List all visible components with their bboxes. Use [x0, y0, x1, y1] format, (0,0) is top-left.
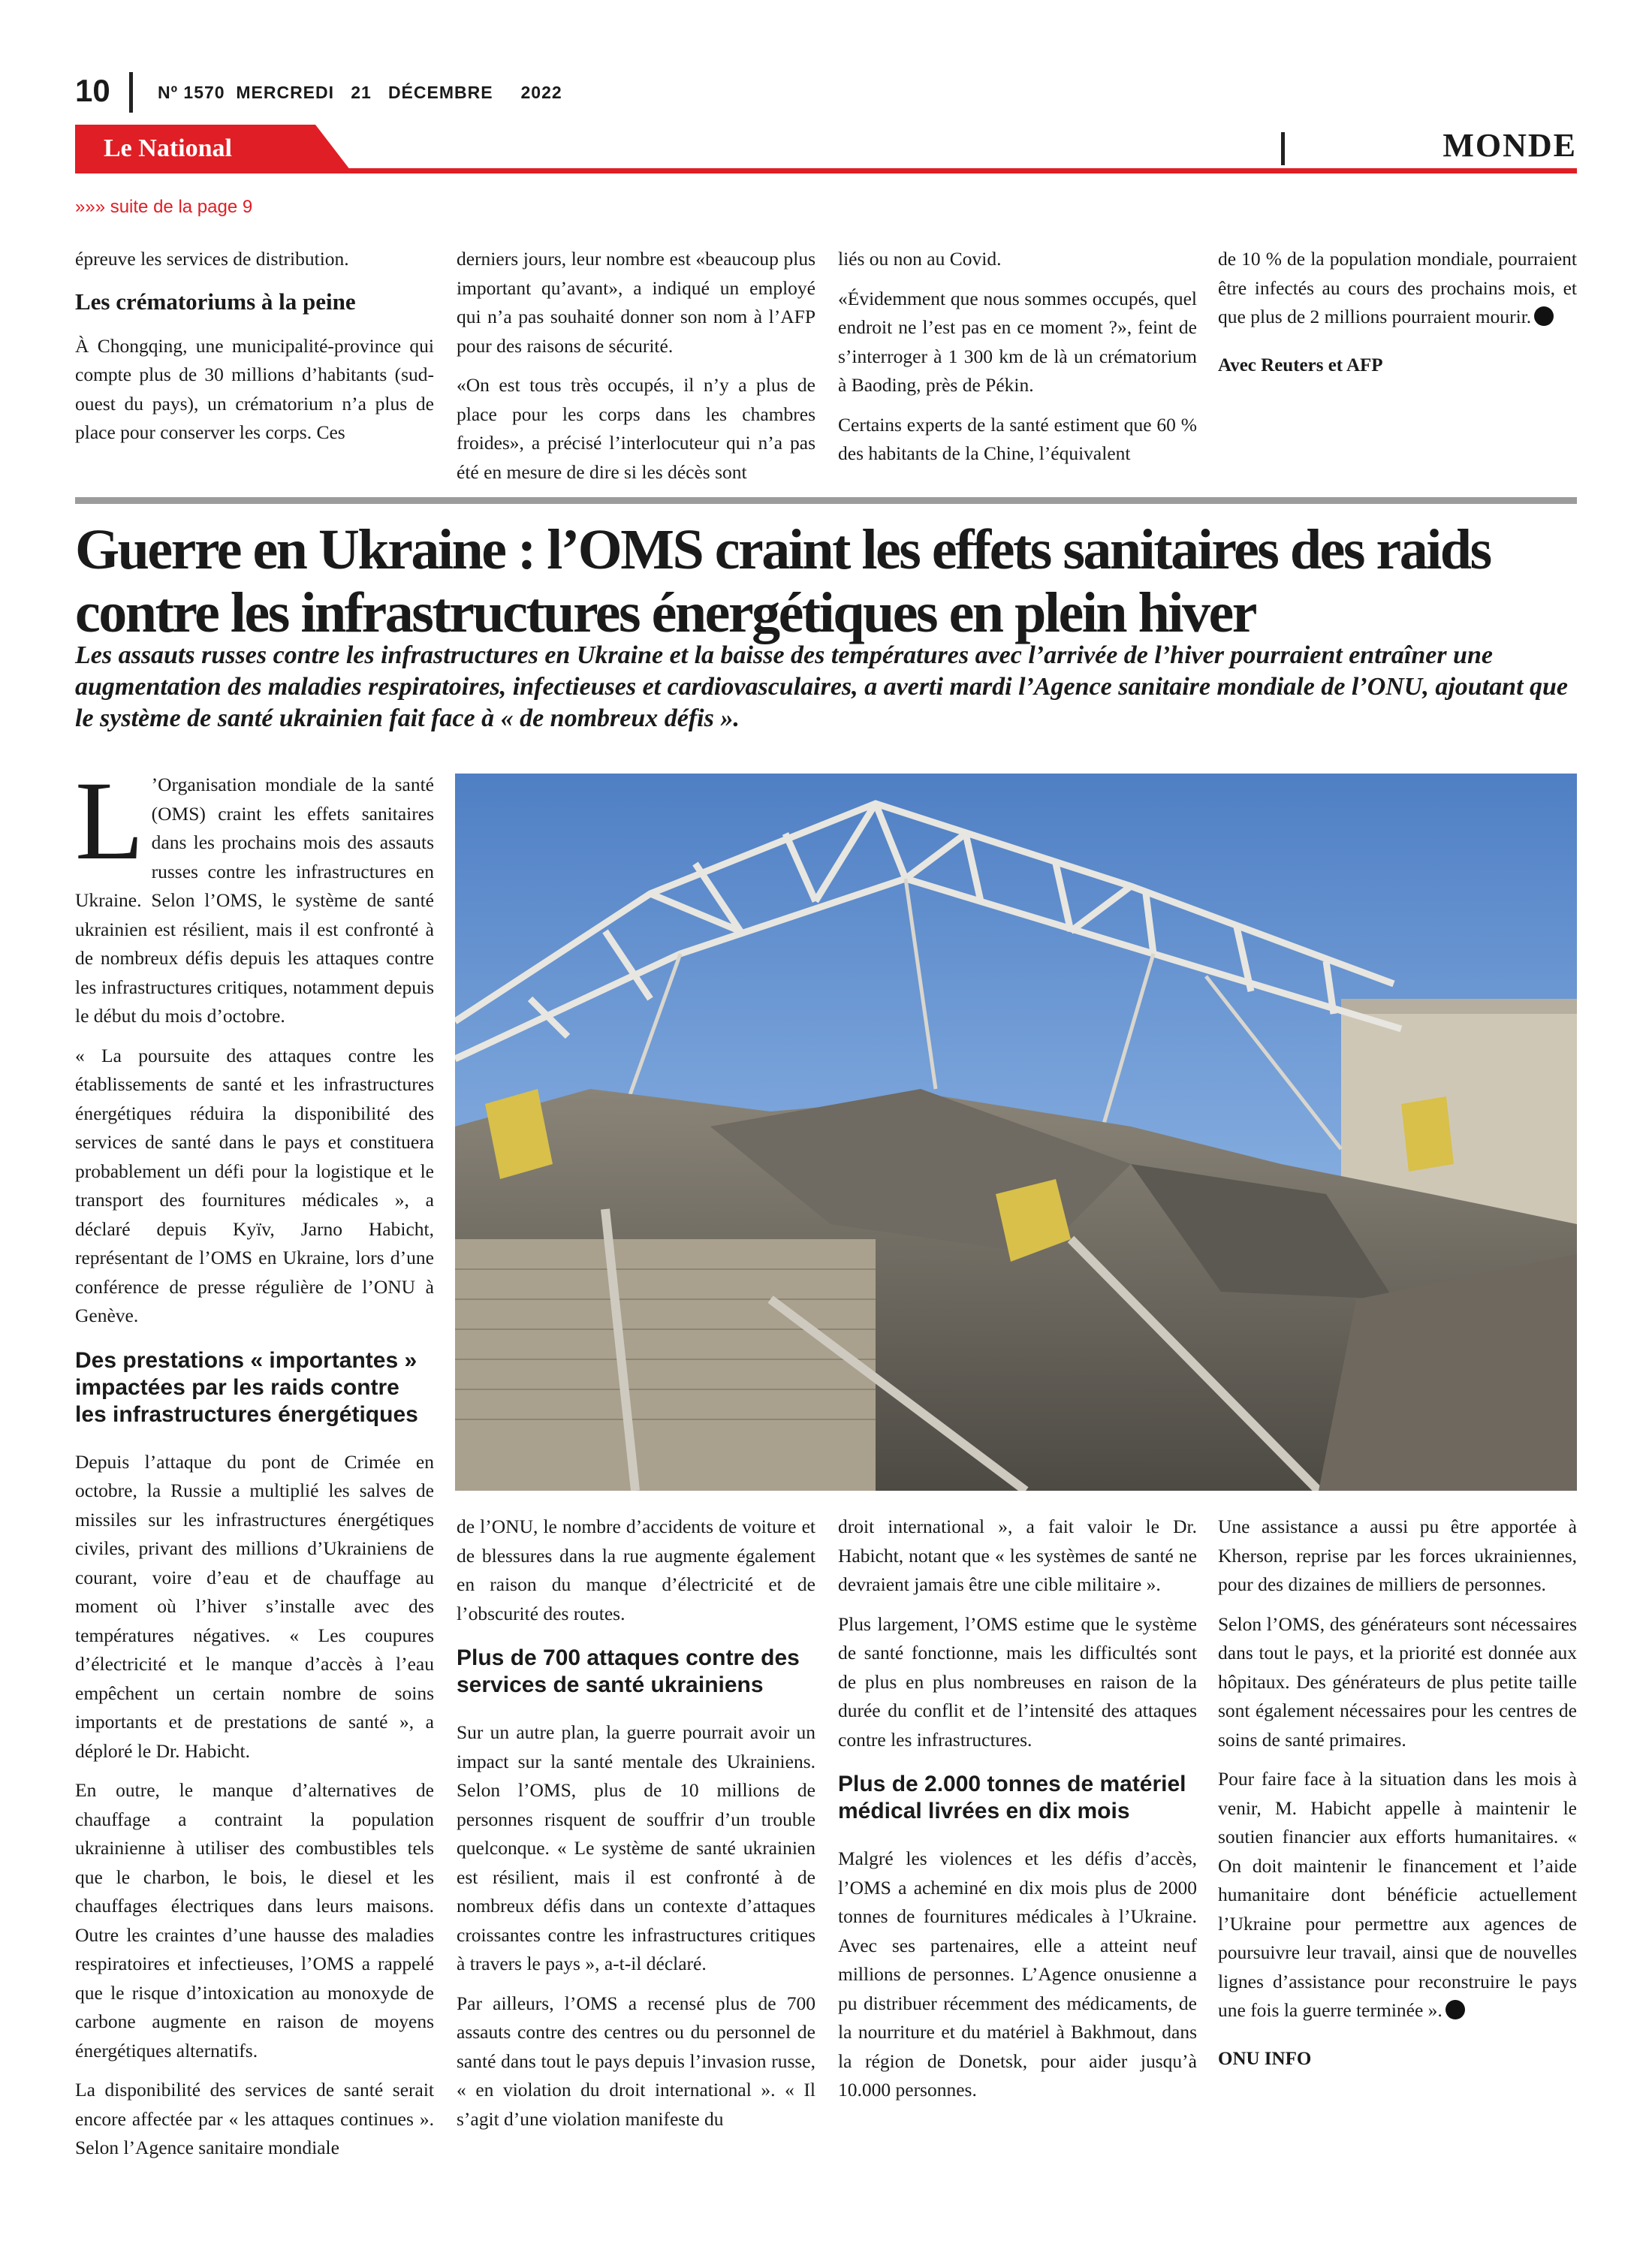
paragraph: droit international », a fait valoir le Dr. Habicht, notant que « les systèmes de santé ne devraient jamais être une cible militaire ».	[838, 1516, 1197, 1595]
paragraph: de 10 % de la population mondiale, pourraient être infectés au cours des prochains mois, et que plus de 2 millions pourraient mourir.	[1218, 248, 1577, 327]
paragraph: L ’Organisation mondiale de la santé (OMS) craint les effets sanitaires dans les prochains mois des assauts russes contre les infrastructures en Ukraine. Selon l’OMS, le système de santé ukrainien est résilient, mais il est confronté à de nombreux défis depuis les attaques contre les infrastructures critiques, notamment depuis le début du mois d’octobre.	[75, 759, 434, 1027]
paragraph: épreuve les services de distribution.	[75, 248, 349, 270]
paragraph: Depuis l’attaque du pont de Crimée en octobre, la Russie a multiplié les salves de missiles sur les infrastructures énergétiques civiles, privant des millions d’Ukrainiens de courant, voire d’eau et de chauffage au moment où l’hiver s’installe avec des températures négatives. « Les coupures d’électricité et le manque d’accès à l’eau empêchent un certain nombre de soins importants et de prestations de santé », a déploré le Dr. Habicht.	[75, 1450, 434, 1762]
article-credit: ONU INFO	[1218, 2048, 1312, 2069]
subheading: Plus de 700 attaques contre des services de santé ukrainiens	[457, 1645, 800, 1697]
article-column-1	[75, 759, 434, 2173]
article-lede: Les assauts russes contre les infrastructures en Ukraine et la baisse des températures avec l’arrivée de l’hiver pourraient entraîner une augmentation des maladies respiratoires, infectieuses et cardiovasculaires, a averti mardi l’Agence sanitaire mondiale de l’ONU, ajoutant que le système de santé ukrainien fait face à « de nombreux défis ».	[75, 641, 1569, 732]
paragraph: «On est tous très occupés, il n’y a plus de place pour les corps dans les chambres froides», a précisé l’interlocuteur qui n’a pas été en mesure de dire si les décès sont	[457, 374, 815, 483]
paragraph: derniers jours, leur nombre est «beaucoup plus important qu’avant», a indiqué un employé qui n’a pas souhaité donner son nom à l’AFP pour des raisons de sécurité.	[457, 248, 815, 357]
top-column-1	[75, 245, 434, 458]
paragraph: Selon l’OMS, des générateurs sont nécessaires dans tout le pays, et la priorité est donnée aux hôpitaux. Des générateurs de plus petite taille sont également nécessaires pour les centres de soins de santé primaires.	[1218, 1612, 1577, 1751]
paragraph: La disponibilité des services de santé serait encore affectée par « les attaques continues ». Selon l’Agence sanitaire mondiale	[75, 2079, 434, 2158]
top-column-3	[838, 245, 1197, 479]
subheading: Plus de 2.000 tonnes de matériel médical livrées en dix mois	[838, 1772, 1186, 1823]
section-label: MONDE	[1442, 127, 1577, 164]
paragraph: À Chongqing, une municipalité-province qui compte plus de 30 millions d’habitants (sud-ouest du pays), un crématorium n’a plus de place pour conserver les corps. Ces	[75, 334, 434, 443]
article-column-4	[1218, 1513, 1577, 2074]
paragraph: Malgré les violences et les défis d’accès, l’OMS a acheminé en dix mois plus de 2000 tonnes de fournitures médicales à l’Ukraine. Avec ses partenaires, elle a atteint neuf millions de personnes. L’Agence onusienne a pu distribuer récemment des médicaments, de la nourriture et du matériel à Bakhmout, dans la région de Donetsk, pour aider jusqu’à 10.000 personnes.	[838, 1847, 1197, 2101]
subheading: Les crématoriums à la peine	[75, 288, 356, 315]
page-number: 10	[75, 73, 110, 108]
issue-date-line: Nº 1570 MERCREDI 21 DÉCEMBRE 2022	[158, 83, 562, 102]
page-number-divider	[129, 72, 133, 113]
article-photo	[455, 774, 1577, 1491]
article-column-2	[457, 1513, 815, 2144]
paragraph: Certains experts de la santé estiment que 60 % des habitants de la Chine, l’équivalent	[838, 413, 1197, 464]
paragraph: liés ou non au Covid.	[838, 248, 1002, 270]
top-column-4	[1218, 245, 1577, 380]
article-headline: Guerre en Ukraine : l’OMS craint les effets sanitaires des raids contre les infrastructures énergétiques en plein hiver	[75, 518, 1491, 644]
paragraph: Pour faire face à la situation dans les mois à venir, M. Habicht appelle à maintenir le soutien financier aux efforts humanitaires. « On doit maintenir le financement et l’aide humanitaire dont bénéficie actuellement l’Ukraine pour permettre aux agences de poursuivre leur travail, ainsi que de nouvelles lignes d’assistance pour reconstruire le pays une fois la guerre terminée ».	[1218, 1768, 1577, 2021]
article-column-3	[838, 1513, 1197, 2116]
top-column-2	[457, 245, 815, 497]
paragraph: «Évidemment que nous sommes occupés, quel endroit ne l’est pas en ce moment ?», feint de s’interroger à 1 300 km de là un crématorium à Baoding, près de Pékin.	[838, 287, 1197, 396]
paragraph: Sur un autre plan, la guerre pourrait avoir un impact sur la santé mentale des Ukrainiens. Selon l’OMS, plus de 10 millions de personnes risquent de souffrir d’un trouble quelconque. « Le système de santé ukrainien est résilient, mais il est confronté à de nombreux défis dans un contexte d’attaques croissantes contre les infrastructures critiques à travers le pays », a-t-il déclaré.	[457, 1721, 815, 1974]
paragraph: En outre, le manque d’alternatives de chauffage a contraint la population ukrainienne à utiliser des combustibles tels que le charbon, le bois, le diesel et les chauffages électriques dans leurs maisons. Outre les craintes d’une hausse des maladies respiratoires et infectieuses, l’OMS a rappelé que le risque d’intoxication au monoxyde de carbone augmente en raison de moyens énergétiques alternatifs.	[75, 1779, 434, 2061]
subheading: Des prestations « importantes » impactées par les raids contre les infrastructures énergétiques	[75, 1347, 418, 1427]
paragraph: « La poursuite des attaques contre les établissements de santé et les infrastructures énergétiques réduira la disponibilité des services de santé dans le pays et constituera probablement un défi pour la logistique et le transport des fournitures médicales », a déclaré depuis Kyïv, Jarno Habicht, représentant de l’OMS en Ukraine, lors d’une conférence de presse régulière de l’ONU à Genève.	[75, 1044, 434, 1326]
article-separator-rule	[75, 497, 1577, 504]
header-red-rule	[75, 168, 1577, 173]
section-divider	[1281, 132, 1285, 165]
paragraph: Plus largement, l’OMS estime que le système de santé fonctionne, mais les difficultés sont de plus en plus nombreuses en raison de la durée du conflit et de l’intensité des attaques contre les infrastructures.	[838, 1612, 1197, 1751]
paragraph: Par ailleurs, l’OMS a recensé plus de 700 assauts contre des centres ou du personnel de santé dans tout le pays depuis l’invasion russe, « en violation du droit international ». « Il s’agit d’une violation manifeste du	[457, 1992, 815, 2130]
article-credit: Avec Reuters et AFP	[1218, 354, 1383, 376]
paragraph: de l’ONU, le nombre d’accidents de voiture et de blessures dans la rue augmente également en raison du manque d’électricité et de l’obscurité des routes.	[457, 1516, 815, 1624]
drop-cap: L	[75, 759, 144, 883]
destroyed-building-image	[455, 774, 1577, 1491]
end-of-article-icon	[1534, 306, 1554, 326]
paragraph: Une assistance a aussi pu être apportée à Kherson, reprise par les forces ukrainiennes, pour des dizaines de milliers de personnes.	[1218, 1516, 1577, 1595]
continued-from-link[interactable]: »»» suite de la page 9	[75, 197, 253, 217]
end-of-article-icon	[1446, 2000, 1465, 2019]
publication-logo: Le National	[104, 134, 232, 162]
